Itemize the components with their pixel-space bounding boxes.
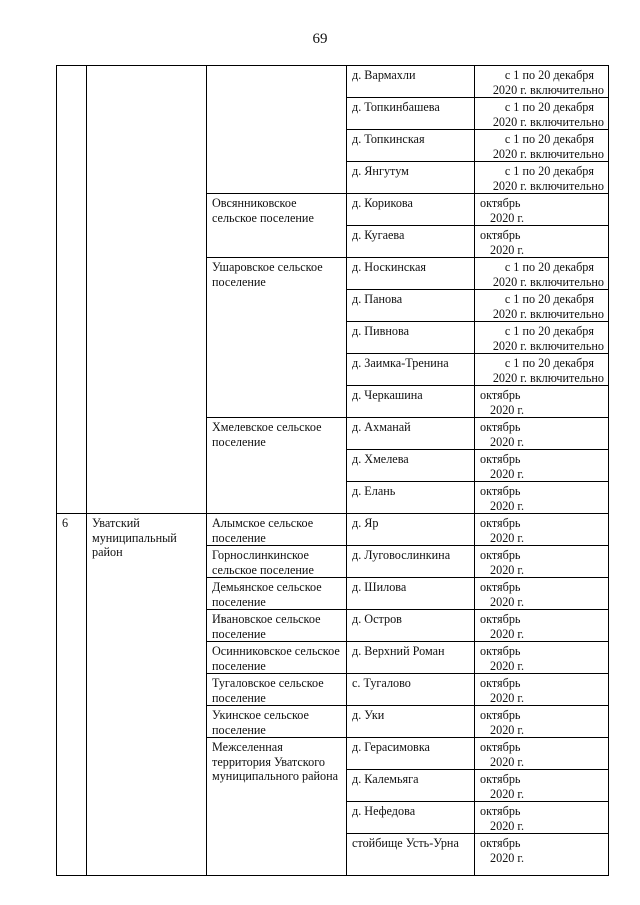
date-cell bbox=[475, 418, 609, 450]
table-row bbox=[57, 66, 609, 98]
date-line-1: октябрь bbox=[480, 612, 521, 626]
date-line-2: 2020 г. bbox=[490, 466, 525, 481]
settlement-cell: Тугаловское сельское поселение bbox=[207, 674, 347, 706]
date-line-2: 2020 г. bbox=[490, 786, 525, 801]
date-cell bbox=[475, 674, 609, 706]
date-line-2: 2020 г. включительно bbox=[492, 370, 604, 385]
date-cell bbox=[475, 66, 609, 98]
date-cell bbox=[475, 514, 609, 546]
date-line-1: с 1 по 20 декабря bbox=[504, 100, 594, 114]
date-cell bbox=[475, 546, 609, 578]
settlement-cell bbox=[207, 66, 347, 194]
date-cell bbox=[475, 706, 609, 738]
date-line-2: 2020 г. bbox=[490, 690, 525, 705]
settlement-cell: Осинниковское сельское поселение bbox=[207, 642, 347, 674]
date-line-1: октябрь bbox=[480, 548, 521, 562]
date-cell bbox=[475, 322, 609, 354]
date-line-2: 2020 г. включительно bbox=[492, 82, 604, 97]
district-cell: Уватский муниципальный район bbox=[87, 514, 207, 876]
date-cell bbox=[475, 194, 609, 226]
village-cell: д. Корикова bbox=[347, 194, 475, 226]
date-line-2: 2020 г. включительно bbox=[492, 146, 604, 161]
date-line-2: 2020 г. включительно bbox=[492, 274, 604, 289]
date-line-1: октябрь bbox=[480, 484, 521, 498]
settlement-cell: Межселенная территория Уватского муниципального района bbox=[207, 738, 347, 876]
settlement-cell: Хмелевское сельское поселение bbox=[207, 418, 347, 514]
date-line-1: с 1 по 20 декабря bbox=[504, 356, 594, 370]
date-cell bbox=[475, 642, 609, 674]
date-line-2: 2020 г. включительно bbox=[492, 178, 604, 193]
settlement-schedule-table bbox=[56, 65, 609, 876]
date-line-1: октябрь bbox=[480, 676, 521, 690]
settlement-cell: Ивановское сельское поселение bbox=[207, 610, 347, 642]
date-cell bbox=[475, 834, 609, 876]
date-line-1: октябрь bbox=[480, 516, 521, 530]
date-line-2: 2020 г. включительно bbox=[492, 306, 604, 321]
date-line-1: октябрь bbox=[480, 740, 521, 754]
date-line-1: октябрь bbox=[480, 196, 521, 210]
village-cell: д. Шилова bbox=[347, 578, 475, 610]
village-cell: д. Елань bbox=[347, 482, 475, 514]
date-line-2: 2020 г. bbox=[490, 754, 525, 769]
village-cell: д. Топкинская bbox=[347, 130, 475, 162]
village-cell: д. Черкашина bbox=[347, 386, 475, 418]
date-line-2: 2020 г. bbox=[490, 562, 525, 577]
settlement-cell: Овсянниковское сельское поселение bbox=[207, 194, 347, 258]
date-line-2: 2020 г. включительно bbox=[492, 338, 604, 353]
district-cell bbox=[87, 66, 207, 514]
date-cell bbox=[475, 290, 609, 322]
date-line-1: октябрь bbox=[480, 836, 521, 850]
date-cell bbox=[475, 130, 609, 162]
date-cell bbox=[475, 482, 609, 514]
village-cell: д. Кугаева bbox=[347, 226, 475, 258]
date-line-1: с 1 по 20 декабря bbox=[504, 292, 594, 306]
date-line-1: октябрь bbox=[480, 228, 521, 242]
village-cell: д. Вармахли bbox=[347, 66, 475, 98]
date-line-2: 2020 г. включительно bbox=[492, 114, 604, 129]
date-line-2: 2020 г. bbox=[490, 818, 525, 833]
date-line-2: 2020 г. bbox=[490, 594, 525, 609]
date-cell bbox=[475, 738, 609, 770]
date-line-1: с 1 по 20 декабря bbox=[504, 164, 594, 178]
village-cell: с. Тугалово bbox=[347, 674, 475, 706]
date-cell bbox=[475, 258, 609, 290]
village-cell: д. Топкинбашева bbox=[347, 98, 475, 130]
date-line-2: 2020 г. bbox=[490, 850, 525, 865]
date-line-1: октябрь bbox=[480, 388, 521, 402]
date-line-1: октябрь bbox=[480, 708, 521, 722]
settlement-cell: Укинское сельское поселение bbox=[207, 706, 347, 738]
date-line-2: 2020 г. bbox=[490, 530, 525, 545]
date-cell bbox=[475, 162, 609, 194]
village-cell: д. Заимка-Тренина bbox=[347, 354, 475, 386]
date-line-2: 2020 г. bbox=[490, 434, 525, 449]
date-line-2: 2020 г. bbox=[490, 658, 525, 673]
date-line-2: 2020 г. bbox=[490, 626, 525, 641]
date-cell bbox=[475, 802, 609, 834]
village-cell: д. Яр bbox=[347, 514, 475, 546]
table-body bbox=[57, 66, 609, 876]
date-line-1: октябрь bbox=[480, 772, 521, 786]
date-line-1: октябрь bbox=[480, 420, 521, 434]
settlement-cell: Горнослинкинское сельское поселение bbox=[207, 546, 347, 578]
date-line-1: октябрь bbox=[480, 644, 521, 658]
date-cell bbox=[475, 610, 609, 642]
date-line-2: 2020 г. bbox=[490, 722, 525, 737]
settlement-cell: Демьянское сельское поселение bbox=[207, 578, 347, 610]
village-cell: д. Нефедова bbox=[347, 802, 475, 834]
village-cell: д. Луговослинкина bbox=[347, 546, 475, 578]
date-cell bbox=[475, 226, 609, 258]
village-cell: д. Калемьяга bbox=[347, 770, 475, 802]
date-cell bbox=[475, 386, 609, 418]
date-line-1: с 1 по 20 декабря bbox=[504, 260, 594, 274]
village-cell: д. Хмелева bbox=[347, 450, 475, 482]
row-number-cell: 6 bbox=[57, 514, 87, 876]
date-cell bbox=[475, 450, 609, 482]
village-cell: д. Остров bbox=[347, 610, 475, 642]
village-cell: д. Янгутум bbox=[347, 162, 475, 194]
date-cell bbox=[475, 354, 609, 386]
page-number: 69 bbox=[312, 31, 328, 47]
date-line-2: 2020 г. bbox=[490, 210, 525, 225]
date-line-1: с 1 по 20 декабря bbox=[504, 132, 594, 146]
village-cell: д. Пивнова bbox=[347, 322, 475, 354]
row-number-cell bbox=[57, 66, 87, 514]
village-cell: стойбище Усть-Урна bbox=[347, 834, 475, 876]
settlement-cell: Алымское сельское поселение bbox=[207, 514, 347, 546]
village-cell: д. Ахманай bbox=[347, 418, 475, 450]
date-cell bbox=[475, 98, 609, 130]
village-cell: д. Носкинская bbox=[347, 258, 475, 290]
date-line-1: октябрь bbox=[480, 804, 521, 818]
date-line-1: октябрь bbox=[480, 452, 521, 466]
village-cell: д. Герасимовка bbox=[347, 738, 475, 770]
date-line-1: с 1 по 20 декабря bbox=[504, 324, 594, 338]
date-line-2: 2020 г. bbox=[490, 498, 525, 513]
date-line-1: октябрь bbox=[480, 580, 521, 594]
date-cell bbox=[475, 770, 609, 802]
village-cell: д. Панова bbox=[347, 290, 475, 322]
date-line-2: 2020 г. bbox=[490, 402, 525, 417]
date-line-2: 2020 г. bbox=[490, 242, 525, 257]
table-row bbox=[57, 514, 609, 546]
village-cell: д. Верхний Роман bbox=[347, 642, 475, 674]
date-line-1: с 1 по 20 декабря bbox=[504, 68, 594, 82]
settlement-cell: Ушаровское сельское поселение bbox=[207, 258, 347, 418]
village-cell: д. Уки bbox=[347, 706, 475, 738]
date-cell bbox=[475, 578, 609, 610]
